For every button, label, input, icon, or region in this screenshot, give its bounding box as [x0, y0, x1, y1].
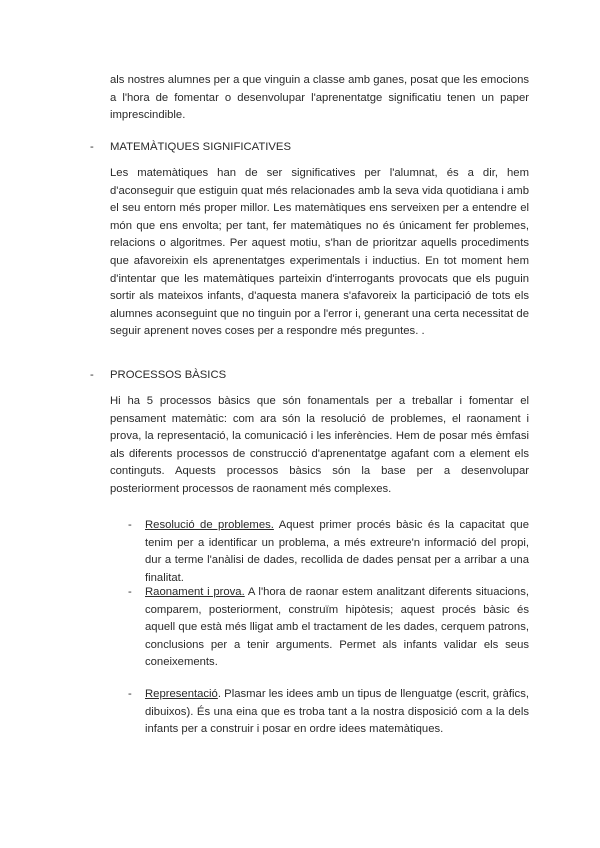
list-item-term: Representació [145, 688, 218, 700]
list-bullet: - [128, 519, 132, 531]
list-bullet: - [128, 586, 132, 598]
intro-paragraph: als nostres alumnes per a que vinguin a classe amb ganes, posat que les emocions a l'hora de fomentar o desenvolupar l'aprenentatge significatiu tenen un paper imprescindible. [110, 74, 529, 122]
list-item-text: . Plasmar les idees amb un tipus de llenguatge (escrit, gràfics, dibuixos). És una eina que es troba tant a la nostra disposició com a la dels infants per a construir i posar en ordre idees matemàtiques. [145, 688, 529, 736]
section-body-matematiques: Les matemàtiques han de ser significatives per l'alumnat, és a dir, hem d'aconseguir que estiguin quat més relacionades amb la seva vida quotidiana i amb el seu entorn més proper millor. Les matemàtiques ens serveixen per a entendre el món que ens envolta; per tant, fer matemàtiques no és únicament fer problemes, relacions o algoritmes. Per aquest motiu, s'han de prioritzar aquells procediments que afavoreixin els aprenentatges experimentals i inductius. En tot moment hem d'intentar que les matemàtiques parteixin d'interrogants provocats que els puguin sortir als mateixos infants, d'aquesta manera s'afavoreix la participació de tots els alumnes aconseguint que no tinguin por a l'error i, generant una certa necessitat de seguir aprenent noves coses per a respondre més preguntes. . [110, 167, 529, 338]
list-item-term: Raonament i prova. [145, 586, 245, 598]
list-item-representacio [145, 686, 529, 739]
list-item-term: Resolució de problemes. [145, 519, 274, 531]
section-heading-matematiques: MATEMÀTIQUES SIGNIFICATIVES [110, 141, 291, 153]
list-item-text: Aquest primer procés bàsic és la capacitat que tenim per a identificar un problema, a més extreure'n informació del propi, dur a terme l'anàlisi de dades, recollida de dades pensat per a arribar a una finalitat. [145, 519, 529, 584]
list-item-text: A l'hora de raonar estem analitzant diferents situacions, comparem, posteriorment, construïm hipòtesis; aquest procés bàsic és aquell que està més lligat amb el tractament de les dades, cerquem patrons, conclusions per a tenir arguments. Permet als infants validar els seus coneixements. [145, 586, 529, 669]
section-body-processos: Hi ha 5 processos bàsics que són fonamentals per a treballar i fomentar el pensament matemàtic: com ara són la resolució de problemes, el raonament i prova, la representació, la comunicació i les inferències. Hem de posar més èmfasi als diferents processos de construcció d'aprenentatge agafant com a element els continguts. Aquests processos bàsics són la base per a desenvolupar posteriorment processos de raonament més complexes. [110, 395, 529, 495]
list-bullet: - [128, 688, 132, 700]
section-dash: - [90, 369, 94, 381]
list-item-resolucio [145, 517, 529, 587]
section-dash: - [90, 141, 94, 153]
list-item-raonament [145, 584, 529, 672]
section-heading-processos: PROCESSOS BÀSICS [110, 369, 227, 381]
